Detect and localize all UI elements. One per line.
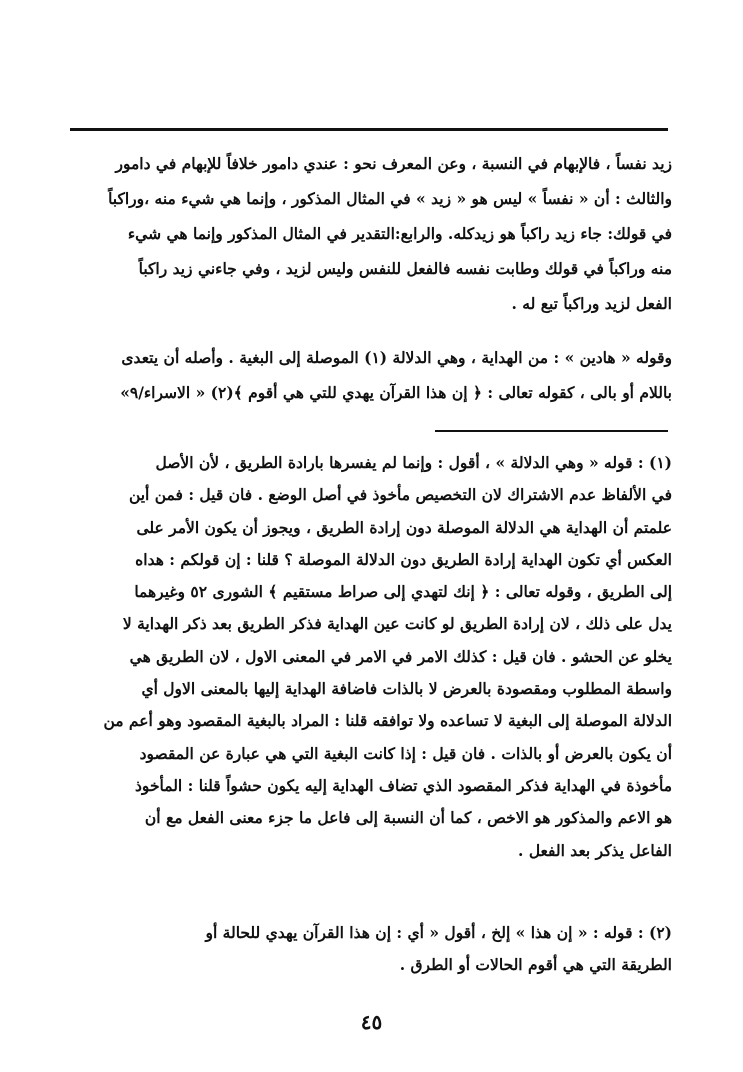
footnote-line: الطريقة التي هي أقوم الحالات أو الطرق . — [399, 955, 672, 975]
text-line: وقوله « هادين » : من الهداية ، وهي الدلالة (١) الموصلة إلى البغية . وأصله أن يتعدى — [121, 348, 672, 367]
text-line: منه وراكباً في قولك وطابت نفسه فالفعل للنفس وليس لزيد ، وفي جاءني زيد راكباً — [138, 259, 672, 278]
footnote-line: هو الاعم والمذكور هو الاخص ، كما أن النسبة إلى فاعل ما جزء معنى الفعل مع أن — [144, 808, 672, 828]
footnote-2 — [68, 917, 672, 982]
text-line: باللام أو بالى ، كقوله تعالى : ﴿ إن هذا القرآن يهدي للتي هي أقوم ﴾(٢) « الاسراء/٩» — [120, 383, 672, 402]
footnote-line: (٢) : قوله : « إن هذا » إلخ ، أقول « أي : إن هذا القرآن يهدي للحالة أو — [205, 923, 672, 942]
footnote-separator — [435, 430, 668, 432]
main-paragraph-1 — [68, 146, 672, 321]
footnote-line: علمتم أن الهداية هي الدلالة الموصلة دون إرادة الطريق ، ويجوز أن يكون الأمر على — [136, 517, 672, 537]
text-line: زيد نفساً ، فالإبهام في النسبة ، وعن المعرف نحو : عندي دامور خلافاً للإبهام في دامور — [115, 154, 672, 173]
main-paragraph-2 — [68, 340, 672, 410]
page-number: ٤٥ — [360, 1010, 383, 1034]
text-line: الفعل لزيد وراكباً تبع له . — [511, 294, 672, 313]
footnote-line: يدل على ذلك ، لان إرادة الطريق لو كانت عين الهداية فذكر الطريق بعد ذكر الهداية لا — [122, 614, 672, 634]
footnote-line: في الألفاظ عدم الاشتراك لان التخصيص مأخوذ في أصل الوضع . فان قيل : فمن أين — [128, 485, 672, 505]
footnote-line: الفاعل يذكر بعد الفعل . — [518, 840, 672, 860]
footnote-line: أن يكون بالعرض أو بالذات . فان قيل : إذا كانت البغية التي هي عبارة عن المقصود — [139, 743, 672, 763]
footnote-line: واسطة المطلوب ومقصودة بالعرض لا بالذات فاضافة الهداية إليها بالمعنى الاول أي — [141, 679, 672, 699]
footnote-1 — [68, 447, 672, 867]
footnote-line: الدلالة الموصلة إلى البغية لا تساعده ولا توافقه قلنا : المراد بالبغية المقصود وهو أعم من — [103, 711, 672, 731]
header-rule — [70, 128, 668, 131]
footnote-line: مأخوذة في الهداية فذكر المقصود الذي تضاف الهداية إليه يكون حشواً قلنا : المأخوذ — [135, 775, 672, 795]
footnote-line: يخلو عن الحشو . فان قيل : كذلك الامر في الامر في المعنى الاول ، لان الطريق هي — [129, 646, 672, 666]
footnote-line: إلى الطريق ، وقوله تعالى : ﴿ إنك لتهدي إلى صراط مستقيم ﴾ الشورى ٥٢ وغيرهما — [134, 582, 672, 602]
text-line: في قولك: جاء زيد راكباً هو زيدكله. والرابع:التقدير في المثال المذكور وإنما هي شيء — [127, 224, 672, 243]
footnote-line: العكس أي تكون الهداية إرادة الطريق دون الدلالة الموصلة ؟ قلنا : إن قولكم : هداه — [135, 549, 672, 569]
footnote-line: (١) : قوله « وهي الدلالة » ، أقول : وإنما لم يفسرها بارادة الطريق ، لأن الأصل — [155, 453, 672, 472]
text-line: والثالث : أن « نفساً » ليس هو « زيد » في المثال المذكور ، وإنما هي شيء منه ،وراكباً — [108, 189, 672, 208]
